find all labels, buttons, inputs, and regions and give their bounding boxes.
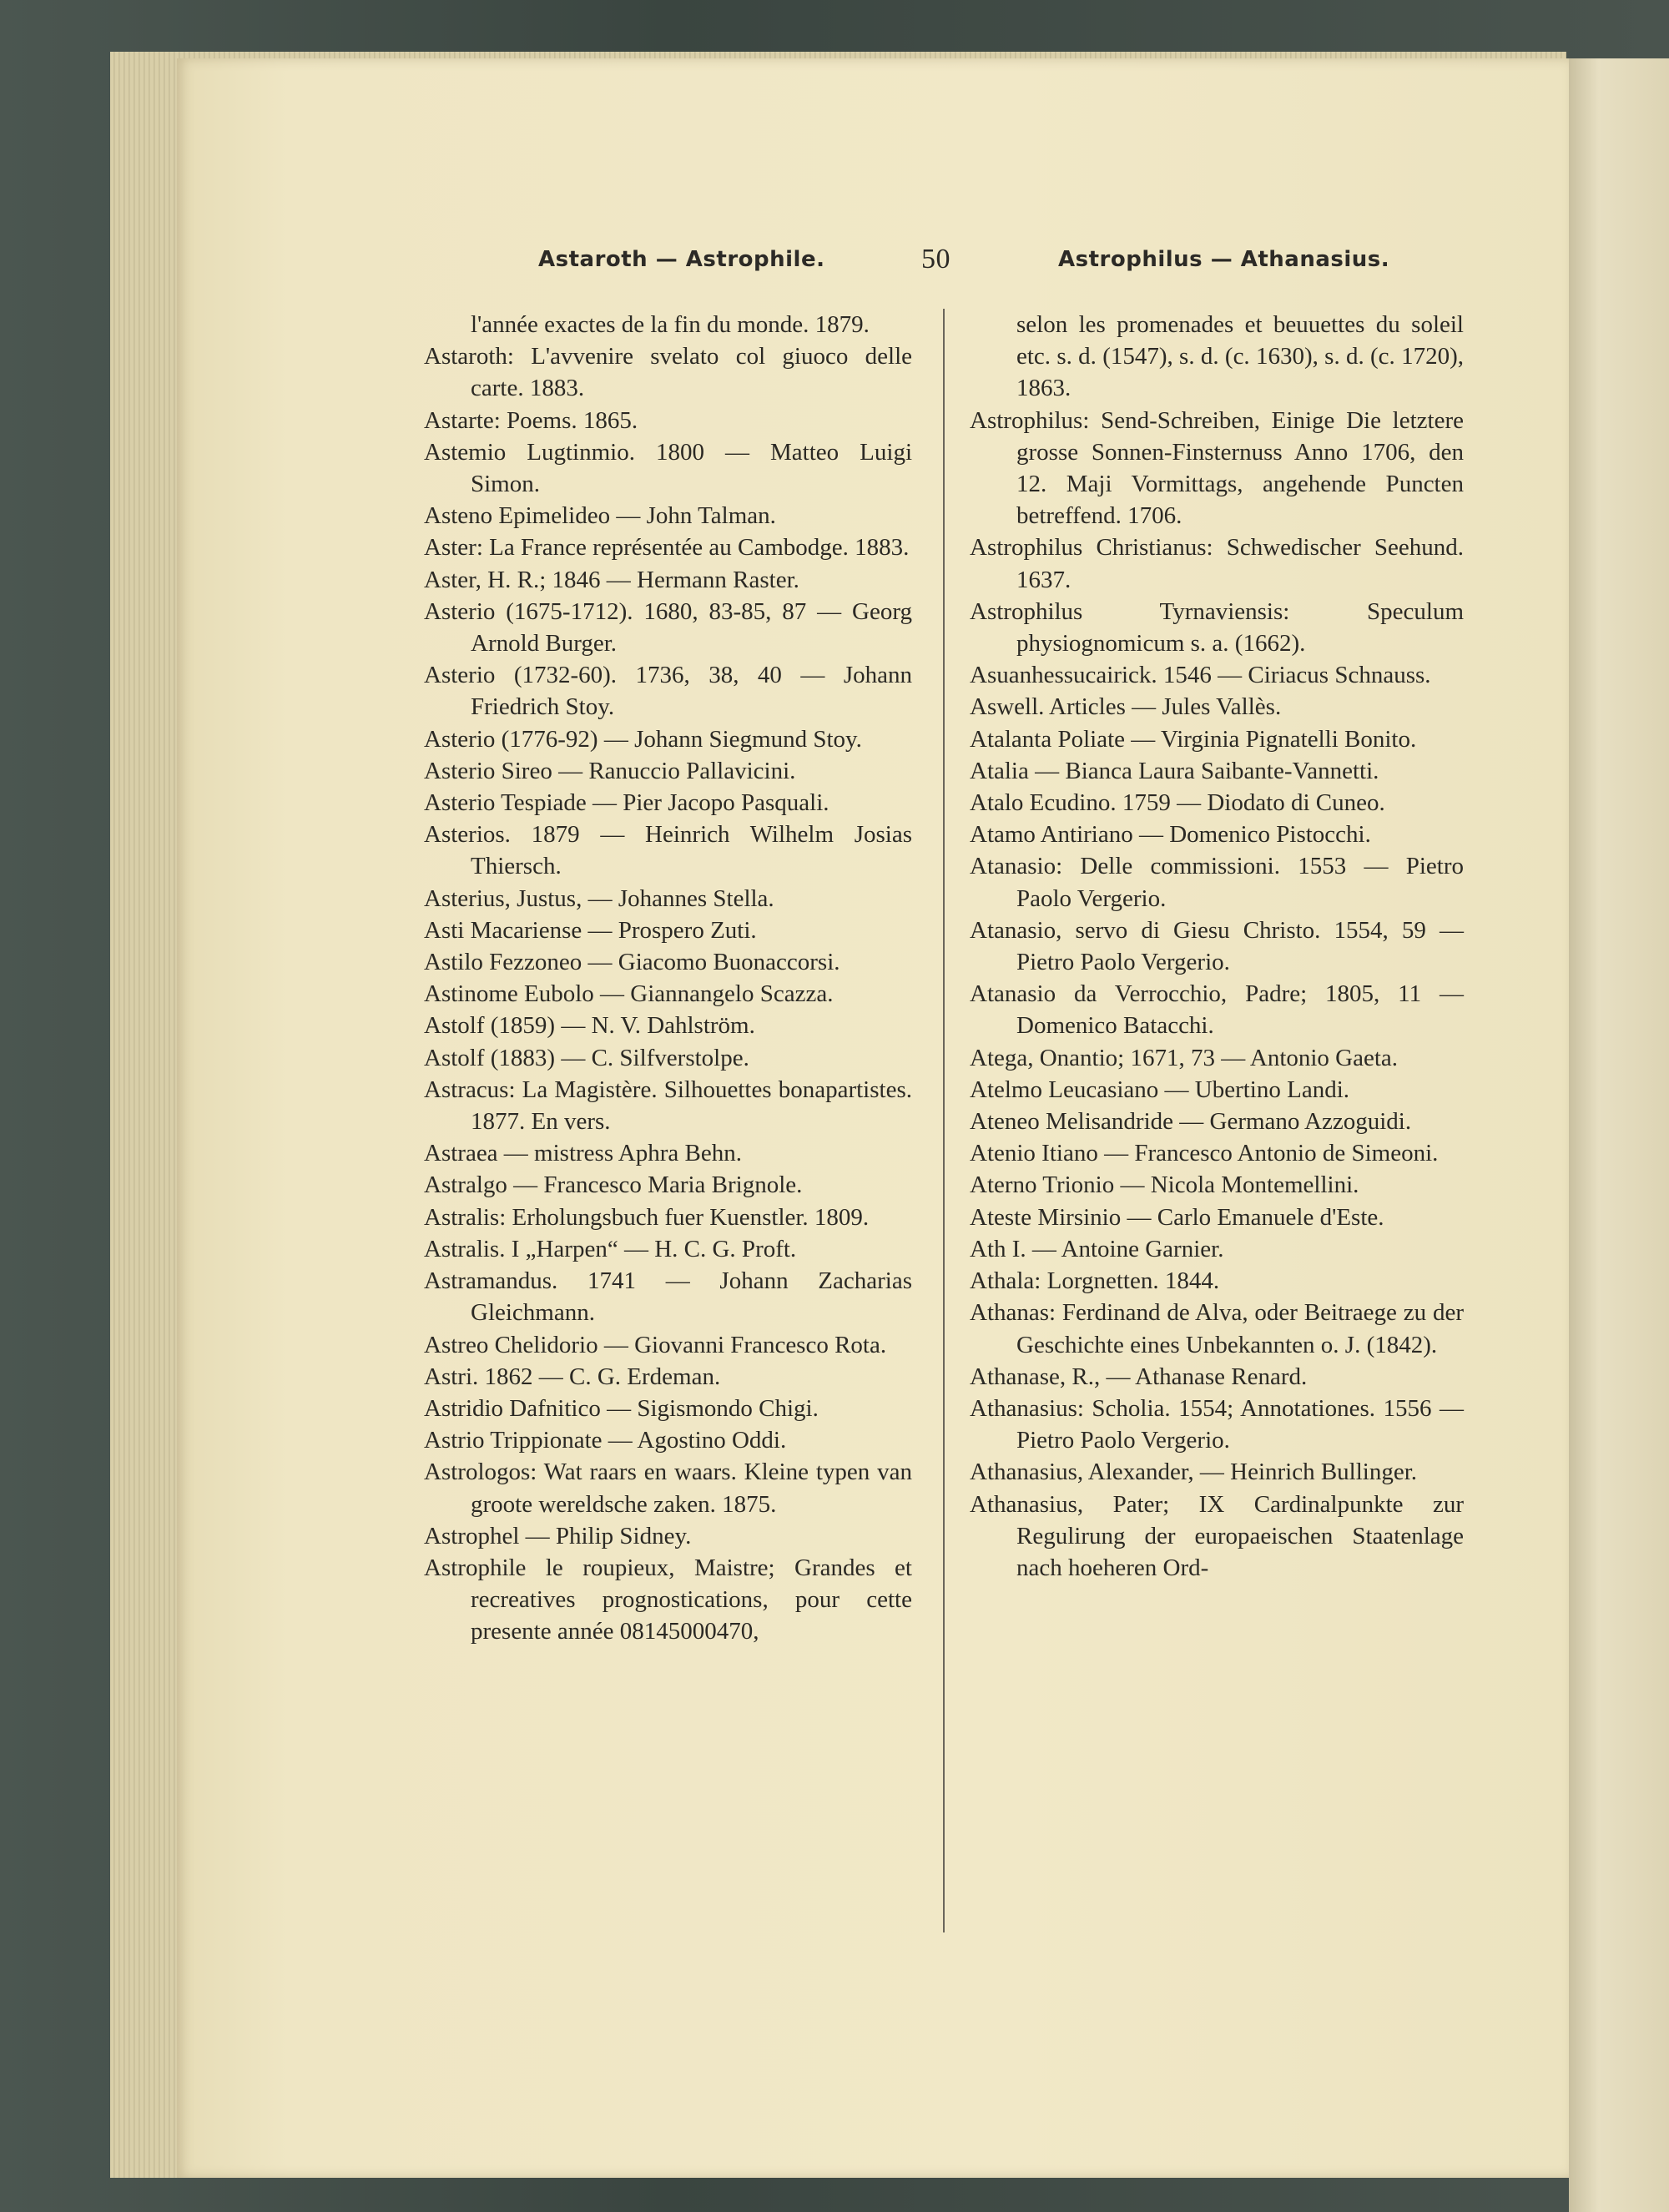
entry: Atalia — Bianca Laura Saibante-Vannetti. (970, 757, 1379, 784)
entry: Astolf (1859) — N. V. Dahlström. (424, 1012, 755, 1040)
facing-page-edge (1569, 58, 1669, 2212)
entry: Atenio Itiano — Francesco Antonio de Simeoni. (970, 1140, 1439, 1167)
running-head-right: Astrophilus — Athanasius. (1058, 247, 1390, 272)
entry: Astrophilus: Send-Schreiben, Einige Die letztere grosse Sonnen-Finsternuss Anno 1706, den 12. Maji Vormittags, angehende Puncten betreffend. 1706. (970, 406, 1464, 530)
entry: Asuanhessucairick. 1546 — Ciriacus Schnauss. (970, 662, 1431, 689)
entry: Astilo Fezzoneo — Giacomo Buonaccorsi. (424, 949, 840, 976)
entry: Astralgo — Francesco Maria Brignole. (424, 1172, 803, 1199)
entry: Asterio Sireo — Ranuccio Pallavicini. (424, 757, 796, 784)
left-column (424, 309, 912, 1648)
entry: Atalo Ecudino. 1759 — Diodato di Cuneo. (970, 789, 1385, 817)
entry: Athanas: Ferdinand de Alva, oder Beitraege zu der Geschichte eines Unbekannten o. J. (1842). (970, 1299, 1464, 1358)
entry: Astarte: Poems. 1865. (424, 406, 638, 434)
entry: Astralis. I „Harpen“ — H. C. G. Proft. (424, 1235, 797, 1262)
entry: Astridio Dafnitico — Sigismondo Chigi. (424, 1394, 819, 1422)
entry: Asterio (1675-1712). 1680, 83-85, 87 — Georg Arnold Burger. (424, 597, 912, 658)
entry: Ath I. — Antoine Garnier. (970, 1235, 1224, 1262)
entry: Astinome Eubolo — Giannangelo Scazza. (424, 980, 834, 1008)
entry: Astaroth: L'avvenire svelato col giuoco delle carte. 1883. (424, 343, 912, 402)
entry: Asterios. 1879 — Heinrich Wilhelm Josias Thiersch. (424, 821, 912, 880)
entry: Aswell. Articles — Jules Vallès. (970, 693, 1282, 721)
entry: Athanase, R., — Athanase Renard. (970, 1363, 1308, 1390)
entry: Atega, Onantio; 1671, 73 — Antonio Gaeta. (970, 1044, 1399, 1071)
entry: selon les promenades et beuuettes du soleil etc. s. d. (1547), s. d. (c. 1630), s. d. (c. 1720), 1863. (1016, 311, 1464, 402)
entry: Astrophilus Tyrnaviensis: Speculum physiognomicum s. a. (1662). (970, 597, 1464, 658)
entry: Athanasius: Scholia. 1554; Annotationes. 1556 — Pietro Paolo Vergerio. (970, 1394, 1464, 1454)
entry: Astreo Chelidorio — Giovanni Francesco Rota. (424, 1331, 887, 1358)
entry: Ateste Mirsinio — Carlo Emanuele d'Este. (970, 1203, 1384, 1231)
entry: Atamo Antiriano — Domenico Pistocchi. (970, 821, 1371, 849)
entry: Astralis: Erholungsbuch fuer Kuenstler. 1809. (424, 1203, 870, 1231)
entry: Astri. 1862 — C. G. Erdeman. (424, 1363, 721, 1390)
entry: Asterio (1732-60). 1736, 38, 40 — Johann Friedrich Stoy. (424, 662, 912, 721)
entry: Astemio Lugtinmio. 1800 — Matteo Luigi Simon. (424, 438, 912, 498)
entry: Atanasio, servo di Giesu Christo. 1554, 59 — Pietro Paolo Vergerio. (970, 916, 1464, 976)
entry: Aster: La France représentée au Cambodge. 1883. (424, 534, 910, 562)
entry: Astrophile le roupieux, Maistre; Grandes et recreatives prognostications, pour cette presente année 08145000470, (424, 1554, 912, 1645)
entry: Astraea — mistress Aphra Behn. (424, 1140, 742, 1167)
entry: Atanasio: Delle commissioni. 1553 — Pietro Paolo Vergerio. (970, 853, 1464, 912)
entry: l'année exactes de la fin du monde. 1879. (471, 311, 870, 338)
entry: Astramandus. 1741 — Johann Zacharias Gleichmann. (424, 1267, 912, 1327)
entry: Astrio Trippionate — Agostino Oddi. (424, 1427, 787, 1454)
entry: Astolf (1883) — C. Silfverstolpe. (424, 1044, 749, 1071)
entry: Atanasio da Verrocchio, Padre; 1805, 11 — Domenico Batacchi. (970, 980, 1464, 1040)
running-head-left: Astaroth — Astrophile. (538, 247, 825, 272)
entry: Astrophel — Philip Sidney. (424, 1522, 692, 1549)
entry: Aster, H. R.; 1846 — Hermann Raster. (424, 566, 799, 593)
entry: Astracus: La Magistère. Silhouettes bonapartistes. 1877. En vers. (424, 1076, 912, 1136)
right-column (970, 309, 1464, 1584)
entry: Athanasius, Pater; IX Cardinalpunkte zur Regulirung der europaeischen Staatenlage nach hoeheren Ord- (970, 1490, 1464, 1581)
entry: Athanasius, Alexander, — Heinrich Bullinger. (970, 1459, 1418, 1486)
entry: Asterius, Justus, — Johannes Stella. (424, 884, 774, 912)
entry: Aterno Trionio — Nicola Montemellini. (970, 1172, 1359, 1199)
column-divider (943, 309, 945, 1932)
entry: Athala: Lorgnetten. 1844. (970, 1267, 1220, 1295)
entry: Astrologos: Wat raars en waars. Kleine typen van groote wereldsche zaken. 1875. (424, 1459, 912, 1518)
entry: Ateneo Melisandride — Germano Azzoguidi. (970, 1108, 1412, 1136)
entry: Atelmo Leucasiano — Ubertino Landi. (970, 1076, 1350, 1103)
entry: Asterio Tespiade — Pier Jacopo Pasquali. (424, 789, 829, 817)
entry: Atalanta Poliate — Virginia Pignatelli Bonito. (970, 725, 1417, 753)
entry: Astrophilus Christianus: Schwedischer Seehund. 1637. (970, 534, 1464, 593)
page-number: 50 (921, 244, 950, 275)
entry: Asti Macariense — Prospero Zuti. (424, 916, 757, 944)
entry: Asteno Epimelideo — John Talman. (424, 502, 776, 530)
entry: Asterio (1776-92) — Johann Siegmund Stoy. (424, 725, 862, 753)
